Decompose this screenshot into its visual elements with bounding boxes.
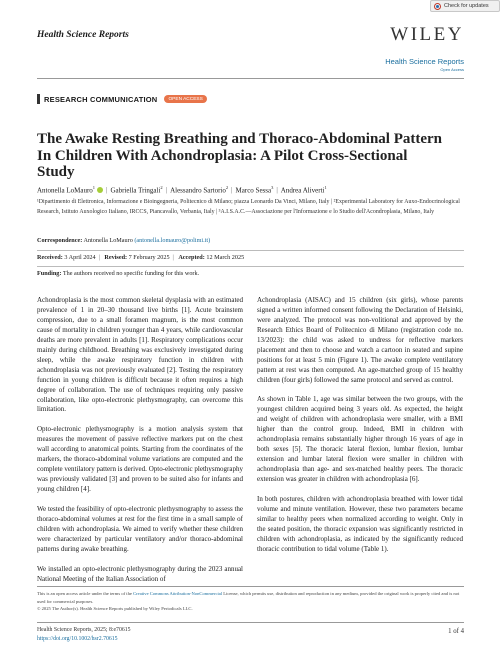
correspondence-email-link[interactable]: (antonella.lomauro@polimi.it) xyxy=(134,237,211,244)
body-paragraph: We tested the feasibility of opto-electronic plethysmography to assess the thoraco-abdominal volumes at rest for the first time in a small sample of children with achondroplasia. We aimed to verify whether these children were characterized by particular ventilatory and/or thoraco-abdominal patterns during awake breathing. xyxy=(37,504,243,553)
article-type xyxy=(37,94,207,104)
affiliations: ¹Dipartimento di Elettronica, Informazione e Bioingegneria, Politecnico di Milano; piazza Leonardo Da Vinci, Milano, Italy | ²Experimental Laboratory for Auxo-Endocrinological Research, Istituto Auxologico Italiano, IRCCS, Piancavallo, Verbania, Italy | ³A.I.S.A.C.—Associazione per l'Informazione e lo Studio dell'Acondroplasia, Milano, Italy xyxy=(37,199,460,215)
journal-name: Health Science Reports xyxy=(37,30,129,40)
doi-link[interactable]: https://doi.org/10.1002/hsr2.70615 xyxy=(37,635,118,642)
body-column-right xyxy=(257,296,463,565)
orcid-icon[interactable] xyxy=(97,187,103,193)
journal-logo-subtitle: Open Access xyxy=(440,67,464,72)
divider xyxy=(37,250,464,251)
citation xyxy=(37,626,131,643)
article-type-bar xyxy=(37,94,40,104)
body-column-left xyxy=(37,296,243,594)
license-notice: This is an open access article under the terms of the Creative Commons Attribution-NonCommercial License, which permits use, distribution and reproduction in any medium, provided the original work is properly cited and is not used for commercial purposes. © 2025 The Author(s). Health Science Reports published by Wiley Periodicals LLC. xyxy=(37,591,460,611)
citation-text: Health Science Reports, 2025; 8:e70615 xyxy=(37,627,131,633)
author[interactable]: Andrea Aliverti$^1$ xyxy=(280,185,327,195)
footer-divider xyxy=(37,622,464,623)
article-title: The Awake Resting Breathing and Thoraco-Abdominal Pattern In Children With Achondroplasia: A Pilot Cross-Sectional Study xyxy=(37,131,443,180)
author[interactable]: Alessandro Sartorio$^2$ xyxy=(170,185,229,195)
copyright: © 2025 The Author(s). Health Science Reports published by Wiley Periodicals LLC. xyxy=(37,606,193,611)
body-paragraph: Opto-electronic plethysmography is a motion analysis system that measures the movement of passive reflective markers put on the chest wall according to anatomical points. Starting from the coordinates of the markers, the thoraco-abdominal volume variations are computed and the complete ventilatory pattern is derived. Opto-electronic plethysmography was previously validated [3] and proven to be suited also for infants and young children [4]. xyxy=(37,425,243,494)
body-paragraph: We installed an opto-electronic plethysmography during the 2023 annual National Meeting of the Italian Association of xyxy=(37,564,243,583)
publisher-logo[interactable]: WILEY xyxy=(390,24,464,45)
header-divider xyxy=(37,78,464,79)
body-paragraph: Achondroplasia (AISAC) and 15 children (six girls), whose parents signed a written informed consent following the Declaration of Helsinki, were analyzed. The protocol was non-volitional and approved by the Research Ethics Board of Politecnico di Milano (registration code no. 13/2023): the child was asked to undress for reflective markers placement and then to choose and watch a cartoon in seated and supine positions for at least 5 min (Figure 1). The awake complete ventilatory pattern at rest was then computed. An age-matched group of 15 healthy children (four girls) followed the same protocol and served as control. xyxy=(257,296,463,384)
page-number: 1 of 4 xyxy=(448,628,464,635)
author-list xyxy=(37,185,327,194)
body-paragraph: In both postures, children with achondroplasia breathed with lower tidal volume and minute ventilation. However, these two parameters became similar to healthy peers when normalized according to weight. Only in the seated position, the thoracic expansion was significantly restricted in children with achondroplasia, as indicated by the significantly reduced thoracic contribution to tidal volume (Table 1). xyxy=(257,494,463,553)
author-separator: | xyxy=(276,185,278,194)
check-for-updates-label: Check for updates xyxy=(444,3,489,9)
funding-statement: Funding: The authors received no specific funding for this work. xyxy=(37,270,200,277)
refresh-icon xyxy=(434,3,441,10)
author[interactable]: Antonella LoMauro$^1$ xyxy=(37,185,96,195)
journal-logo-title: Health Science Reports xyxy=(385,57,464,66)
journal-logo[interactable] xyxy=(385,57,464,72)
article-dates: Received: 3 April 2024 | Revised: 7 February 2025 | Accepted: 12 March 2025 xyxy=(37,254,245,261)
footer-divider xyxy=(37,586,464,587)
author-separator: | xyxy=(165,185,168,194)
body-paragraph: Achondroplasia is the most common skeletal dysplasia with an estimated prevalence of 1 in 20–30 thousand live births [1]. Acute brainstem compression, due to a small foramen magnum, is the most common cause of mortality in children younger than 4 years, while cardiovascular deaths are more prevalent in adults [1]. Respiratory complications occur mainly during childhood. Breathing was exclusively investigated during sleep, while the awake respiratory function in children with achondroplasia was not previously evaluated [2]. Testing the respiratory function in young children is difficult because it often requires a high degree of collaboration. The use of techniques requiring only passive collaboration, like opto-electronic plethysmography, can overcome this limitation. xyxy=(37,296,243,414)
author[interactable]: Gabriella Tringali$^2$ xyxy=(110,185,163,195)
divider xyxy=(37,266,464,267)
correspondence: Correspondence: Antonella LoMauro (antonella.lomauro@polimi.it) xyxy=(37,237,211,244)
check-for-updates-button[interactable] xyxy=(430,0,500,12)
license-link[interactable]: Creative Commons Attribution-NonCommercial xyxy=(133,591,223,596)
body-paragraph: As shown in Table 1, age was similar between the two groups, with the youngest children acquired being 3 years old. As expected, the height and weight of children with achondroplasia were smaller, with a BMI higher than the control group. Indeed, BMI in children with achondroplasia remains substantially higher through 16 years of age in both sexes [5]. The thoracic lateral flexion, lumbar flexion, lumbar extension and lumbar lateral flexion were smaller in children with achondroplasia than age- and sex-matched healthy peers. The thoracic extension was greater in children with achondroplasia [6]. xyxy=(257,395,463,484)
author[interactable]: Marco Sessa$^3$ xyxy=(235,185,274,195)
article-type-label: RESEARCH COMMUNICATION xyxy=(44,94,158,104)
author-separator: | xyxy=(106,185,108,194)
open-access-badge: OPEN ACCESS xyxy=(164,95,206,103)
author-separator: | xyxy=(231,185,233,194)
